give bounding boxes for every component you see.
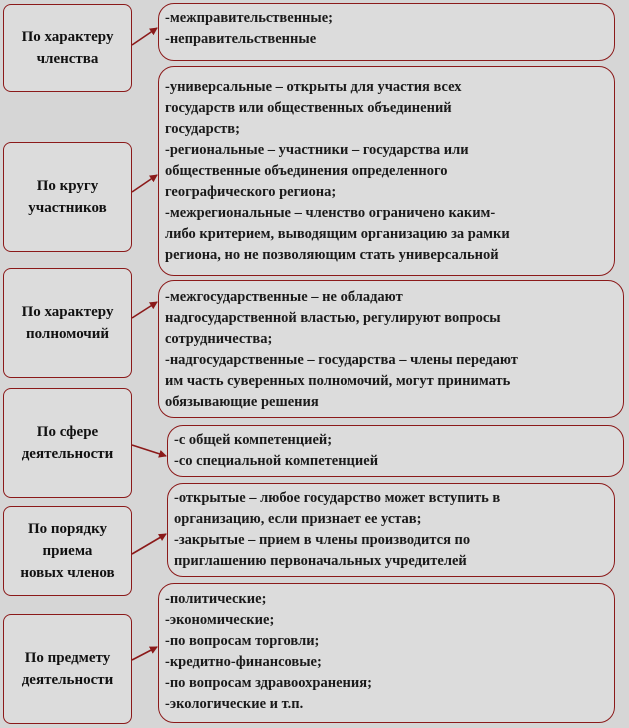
arrow-admission — [132, 534, 166, 554]
category-label-line: деятельности — [21, 446, 114, 462]
description-item: -экономические; — [165, 612, 275, 628]
category-label-line: участников — [28, 200, 107, 216]
arrow-membership — [132, 28, 157, 45]
description-item: -закрытые – прием в члены производится по — [174, 532, 471, 548]
description-item: -неправительственные — [165, 31, 317, 47]
category-label-line: По порядку — [27, 521, 108, 537]
category-box-membership — [3, 4, 132, 92]
category-box-subject — [3, 614, 132, 724]
category-label-line: По предмету — [24, 650, 111, 666]
description-item: -межправительственные; — [165, 10, 333, 26]
description-item: -региональные – участники – государства или — [165, 142, 469, 158]
description-item: -открытые – любое государство может вступить в — [174, 490, 501, 506]
description-item: -межрегиональные – членство ограничено каким- — [165, 205, 496, 221]
arrow-sphere — [132, 445, 166, 456]
description-item: организацию, если признает ее устав; — [174, 511, 422, 527]
category-label-line: По характеру — [21, 29, 114, 45]
category-label-line: новых членов — [20, 565, 115, 581]
description-item: приглашению первоначальных учредителей — [174, 553, 467, 569]
category-label-line: деятельности — [21, 672, 114, 688]
description-item: -со специальной компетенцией — [174, 453, 379, 469]
description-box-subject — [158, 583, 615, 723]
description-item: общественные объединения определенного — [165, 163, 448, 179]
description-box-admission — [167, 483, 615, 577]
category-label-line: По характеру — [21, 304, 114, 320]
description-item: -по вопросам здравоохранения; — [165, 675, 372, 691]
description-item: обязывающие решения — [165, 394, 319, 410]
description-item: надгосударственной властью, регулируют вопросы — [165, 310, 501, 326]
arrow-participants — [132, 175, 157, 192]
description-item: им часть суверенных полномочий, могут принимать — [165, 373, 511, 389]
description-box-powers — [158, 280, 624, 418]
description-item: -экологические и т.п. — [165, 696, 304, 712]
description-item: региона, но не позволяющим стать универсальной — [165, 247, 499, 263]
description-item: -с общей компетенцией; — [174, 432, 333, 448]
description-item: -межгосударственные – не обладают — [165, 289, 403, 305]
category-label-line: членства — [36, 51, 99, 67]
description-item: государств; — [165, 121, 240, 137]
arrow-subject — [132, 647, 157, 660]
description-box-membership — [158, 3, 615, 61]
category-label-line: приема — [42, 543, 93, 559]
description-item: либо критерием, выводящим организацию за рамки — [165, 226, 510, 242]
description-box-participants — [158, 66, 615, 276]
arrow-powers — [132, 302, 157, 318]
category-box-participants — [3, 142, 132, 252]
description-item: -надгосударственные – государства – члены передают — [165, 352, 518, 368]
description-item: -политические; — [165, 591, 267, 607]
category-label-line: полномочий — [25, 326, 110, 342]
description-item: -универсальные – открыты для участия всех — [165, 79, 462, 95]
description-item: географического региона; — [165, 184, 337, 200]
category-box-powers — [3, 268, 132, 378]
description-item: государств или общественных объединений — [165, 100, 452, 116]
description-item: -кредитно-финансовые; — [165, 654, 322, 670]
category-label-line: По сфере — [36, 424, 99, 440]
description-box-sphere — [167, 425, 624, 477]
description-item: сотрудничества; — [165, 331, 273, 347]
description-item: -по вопросам торговли; — [165, 633, 320, 649]
category-box-sphere — [3, 388, 132, 498]
category-label-line: По кругу — [36, 178, 99, 194]
category-box-admission — [3, 506, 132, 596]
